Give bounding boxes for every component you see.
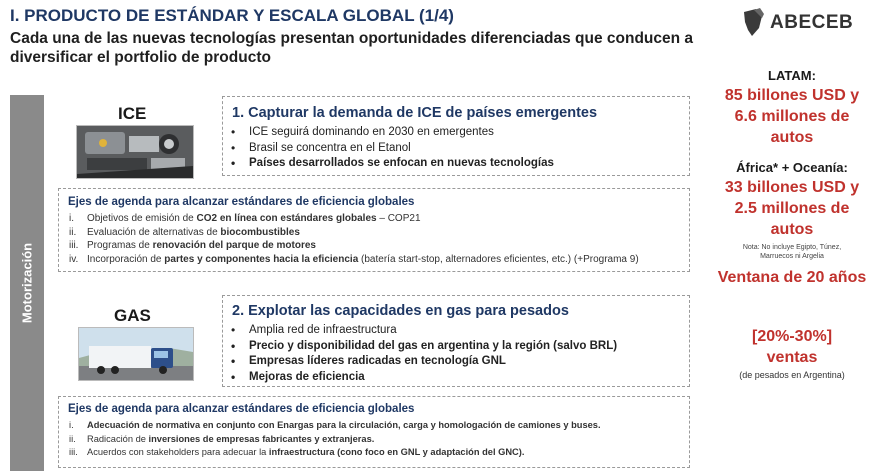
gas-agenda-item: ii. Radicación de inversiones de empresas fabricantes y extranjeras.: [69, 433, 375, 444]
ice-bullet: • Países desarrollados se enfocan en nuevas tecnologías: [225, 156, 554, 172]
ice-box-title: 1. Capturar la demanda de ICE de países emergentes: [232, 105, 598, 121]
gas-opportunity-box: [222, 295, 690, 387]
ice-agenda-title: Ejes de agenda para alcanzar estándares de eficiencia globales: [68, 196, 415, 208]
window-value: Ventana de 20 años: [717, 269, 867, 286]
engine-photo-icon: [76, 125, 194, 179]
gas-agenda-item: i. Adecuación de normativa en conjunto con Enargas para la circulación, carga y homologación de camiones y buses.: [69, 420, 601, 430]
gas-bullet: • Empresas líderes radicadas en tecnología GNL: [225, 354, 617, 370]
gas-agenda-title: Ejes de agenda para alcanzar estándares de eficiencia globales: [68, 403, 415, 415]
share-value: [20%-30%] ventas: [751, 328, 833, 366]
africa-label: África* + Oceanía:: [736, 160, 848, 175]
ice-opportunity-box: [222, 96, 690, 176]
truck-photo-icon: [78, 327, 194, 381]
gas-label: GAS: [114, 306, 151, 325]
ice-bullet: • ICE seguirá dominando en 2030 en emergentes: [225, 125, 554, 141]
ice-agenda-item: i. Objetivos de emisión de CO2 en línea con estándares globales – COP21: [69, 213, 421, 224]
logo-text: ABECEB: [770, 12, 854, 33]
share-note: (de pesados en Argentina): [739, 370, 845, 380]
gas-agenda-list: [63, 419, 601, 460]
ice-label: ICE: [118, 104, 147, 123]
gas-box-title: 2. Explotar las capacidades en gas para pesados: [232, 303, 569, 319]
gas-bullet: • Precio y disponibilidad del gas en argentina y la región (salvo BRL): [225, 339, 617, 355]
ice-agenda-box: [58, 188, 690, 272]
latam-value: 85 billones USD y 6.6 millones de autos: [724, 87, 860, 146]
gas-agenda-box: [58, 396, 690, 468]
gas-agenda-item: iii. Acuerdos con stakeholders para adecuar la infraestructura (cono foco en GNL y adaptación del GNC).: [69, 447, 525, 457]
africa-note: Nota: No incluye Egipto, Túnez, Marruecos ni Argelia: [742, 244, 842, 260]
ice-agenda-item: ii. Evaluación de alternativas de biocombustibles: [69, 226, 300, 238]
page-subtitle: Cada una de las nuevas tecnologías presentan oportunidades diferenciadas que conducen a diversificar el portfolio de producto: [10, 30, 694, 66]
gas-bullet-list: [225, 323, 617, 385]
stats-column: [712, 68, 872, 380]
ice-agenda-item: iv. Incorporación de partes y componentes hacia la eficiencia (batería start-stop, alternadores eficientes, etc.) (+Programa 9): [69, 253, 639, 265]
ice-bullet-list: [225, 125, 554, 172]
gas-bullet: • Mejoras de eficiencia: [225, 370, 617, 386]
sidebar-label: Motorización: [19, 242, 35, 324]
ice-bullet: • Brasil se concentra en el Etanol: [225, 141, 554, 157]
ice-agenda-item: iii. Programas de renovación del parque de motores: [69, 240, 316, 251]
latam-label: LATAM:: [768, 68, 816, 83]
page-title: I. PRODUCTO DE ESTÁNDAR Y ESCALA GLOBAL (1/4): [10, 6, 454, 25]
sidebar-motorizacion: [10, 95, 44, 471]
ice-agenda-list: [63, 212, 639, 266]
africa-value: 33 billones USD y 2.5 millones de autos: [724, 179, 860, 238]
gas-bullet: • Amplia red de infraestructura: [225, 323, 617, 339]
